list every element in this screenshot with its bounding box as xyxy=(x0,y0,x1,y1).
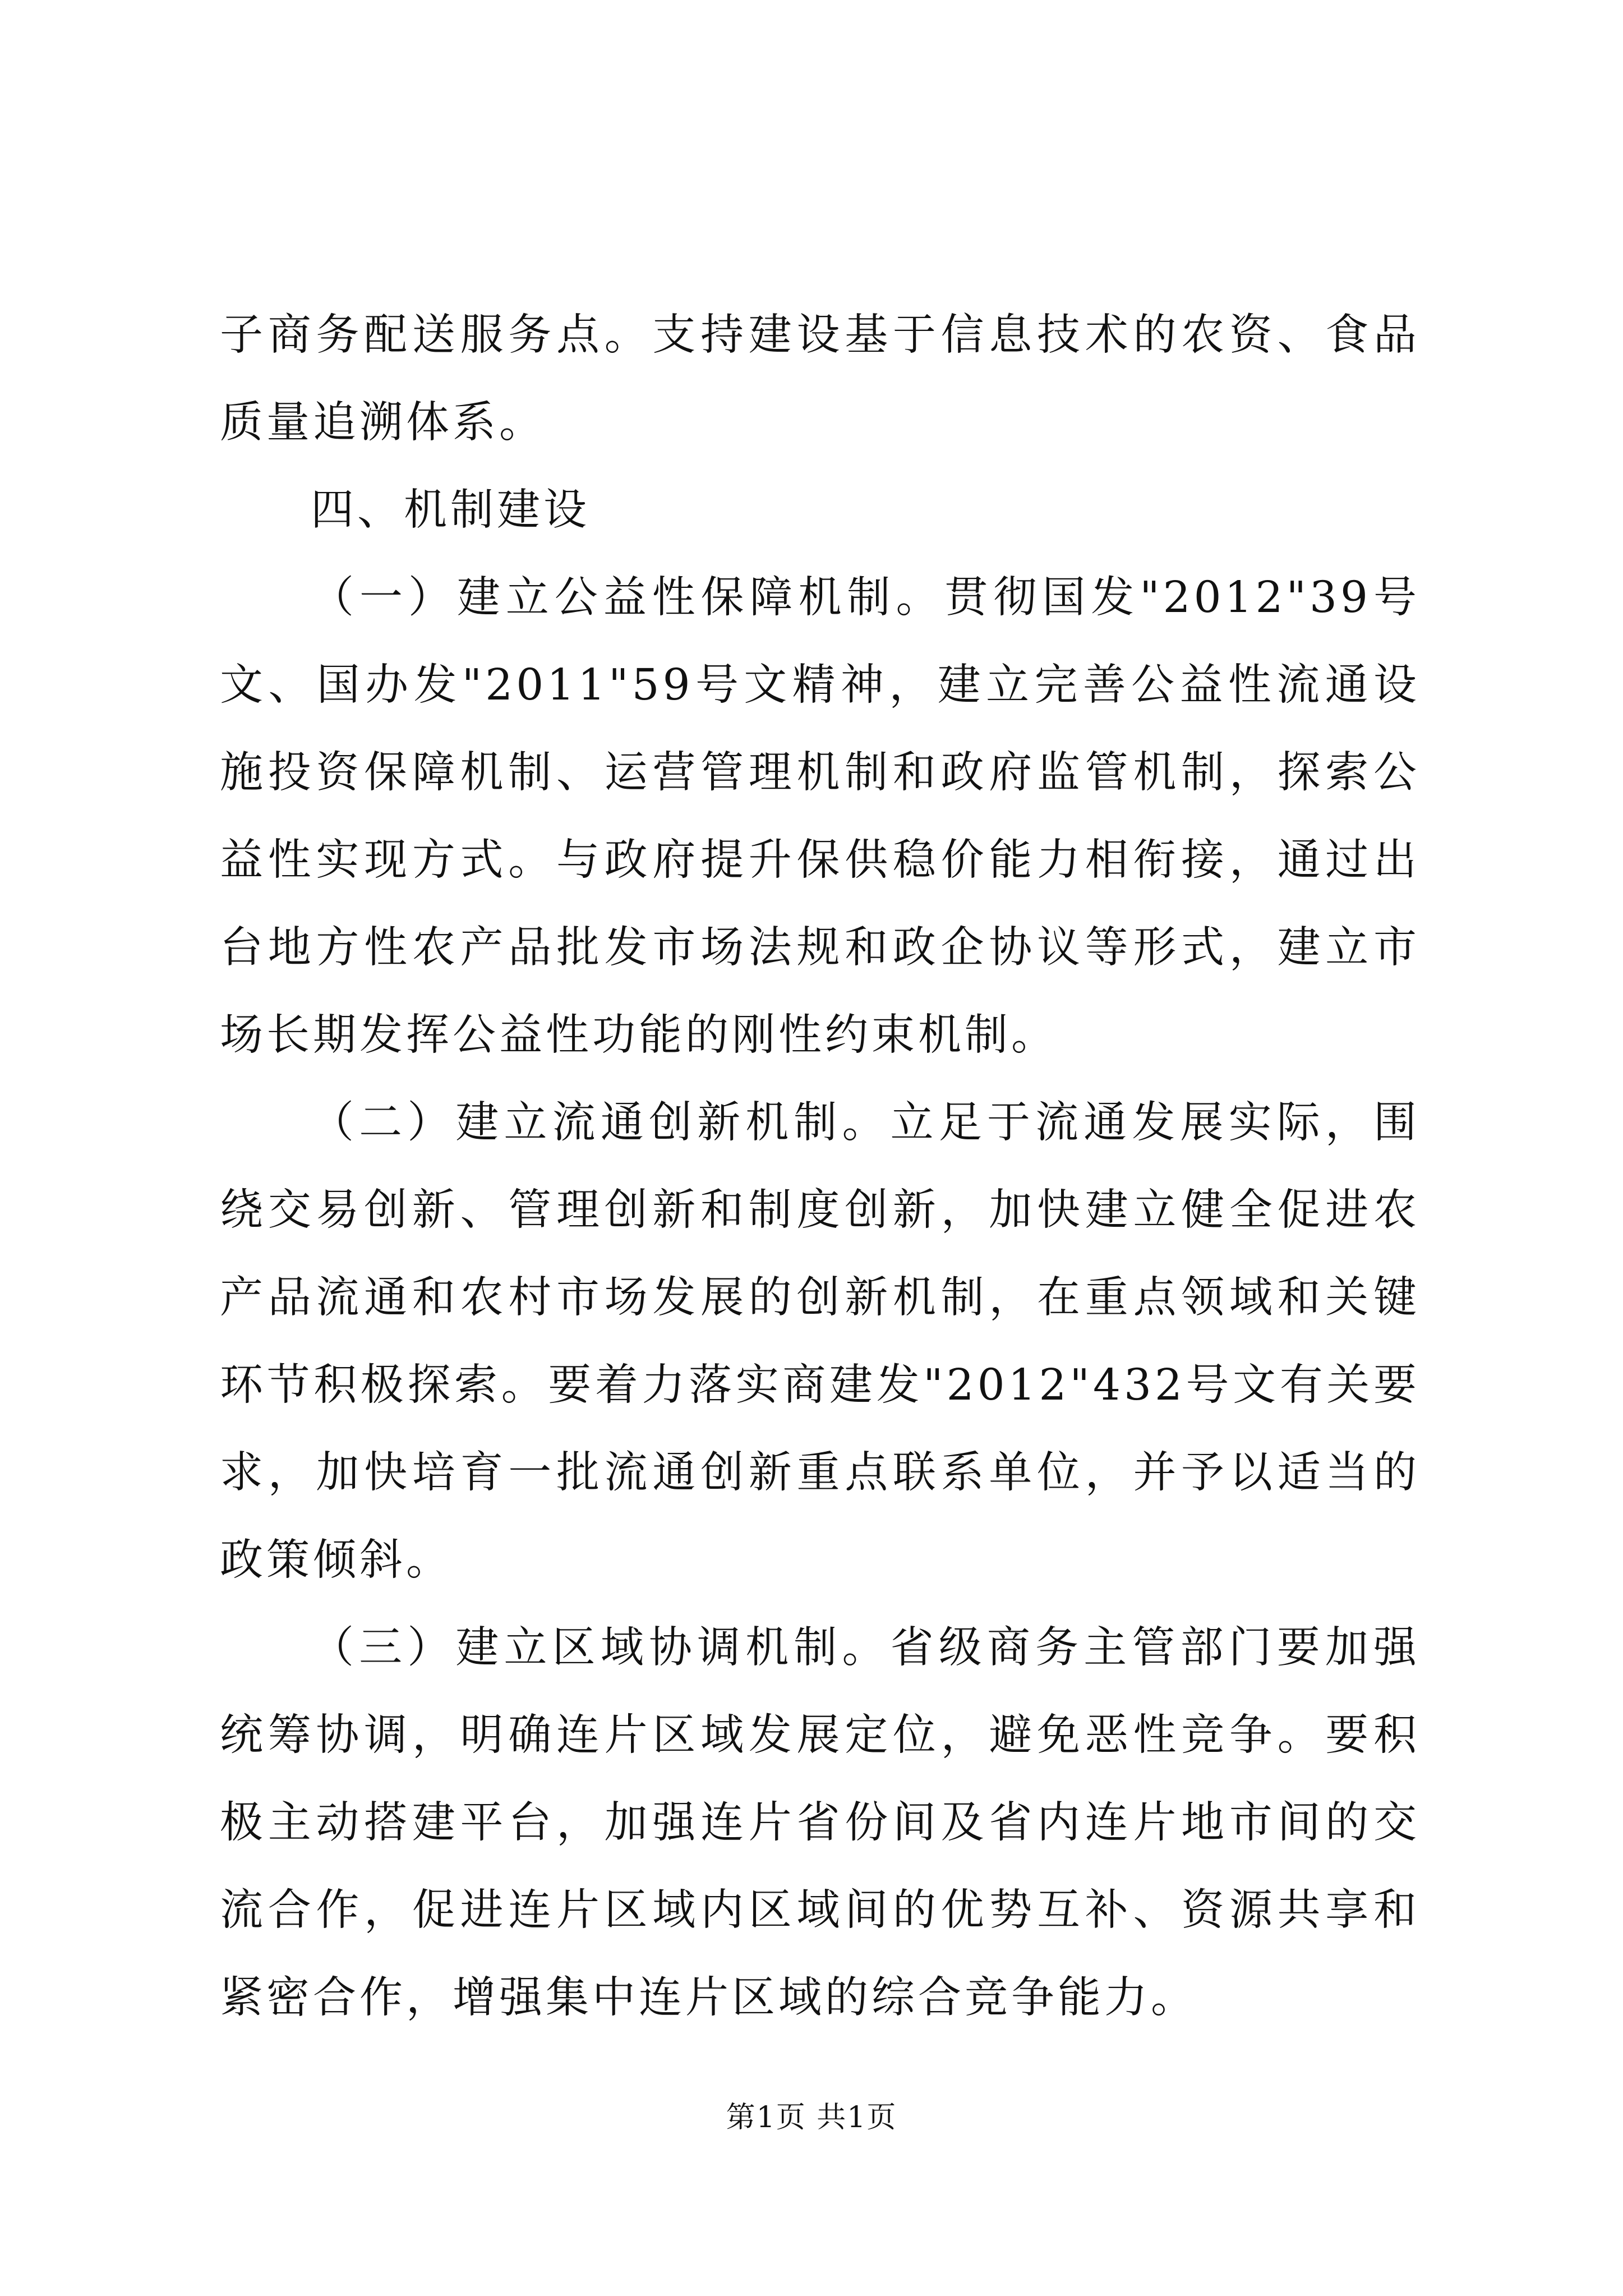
paragraph-circulation-innovation: （二）建立流通创新机制。立足于流通发展实际，围绕交易创新、管理创新和制度创新，加快建立健全促进农产品流通和农村市场发展的创新机制，在重点领域和关键环节积极探索。要着力落实商建发"2012"432号文有关要求，加快培育一批流通创新重点联系单位，并予以适当的政策倾斜。 xyxy=(220,1098,1420,1585)
document-body xyxy=(220,292,1420,2042)
page-footer: 第1页 共1页 xyxy=(726,2101,897,2134)
paragraph-public-welfare: （一）建立公益性保障机制。贯彻国发"2012"39号文、国办发"2011"59号文精神，建立完善公益性流通设施投资保障机制、运营管理机制和政府监管机制，探索公益性实现方式。与政府提升保供稳价能力相衔接，通过出台地方性农产品批发市场法规和政企协议等形式，建立市场长期发挥公益性功能的刚性约束机制。 xyxy=(220,573,1420,1060)
section-heading: 四、机制建设 xyxy=(311,485,590,535)
paragraph-continuation: 子商务配送服务点。支持建设基于信息技术的农资、食品质量追溯体系。 xyxy=(220,310,1420,448)
paragraph-regional-coordination: （三）建立区域协调机制。省级商务主管部门要加强统筹协调，明确连片区域发展定位，避免恶性竞争。要积极主动搭建平台，加强连片省份间及省内连片地市间的交流合作，促进连片区域内区域间的优势互补、资源共享和紧密合作，增强集中连片区域的综合竞争能力。 xyxy=(220,1623,1420,2023)
